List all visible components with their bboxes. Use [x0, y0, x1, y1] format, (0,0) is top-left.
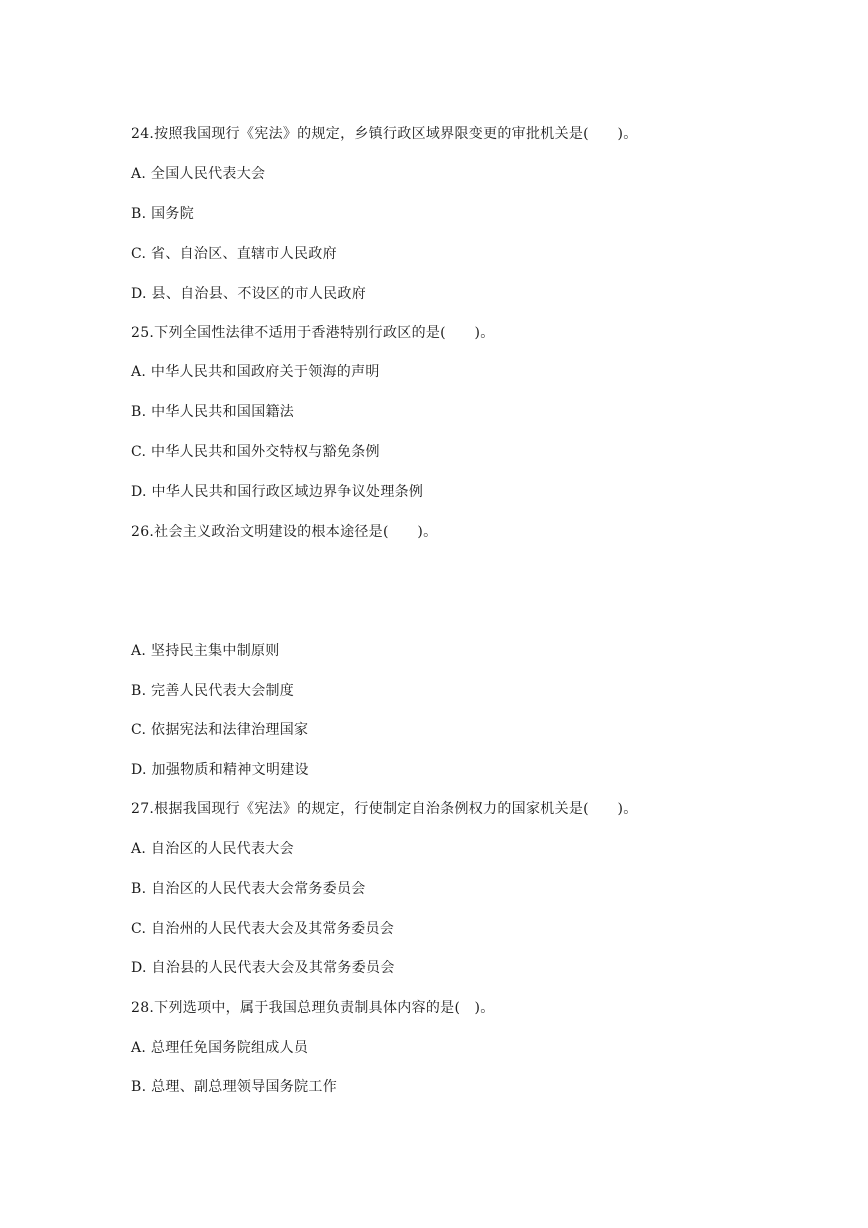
question-27-option-c: C. 自治州的人民代表大会及其常务委员会: [131, 921, 395, 937]
question-24-option-a: A. 全国人民代表大会: [131, 166, 266, 182]
question-26-option-b: B. 完善人民代表大会制度: [131, 683, 295, 699]
question-24-option-d: D. 县、自治县、不设区的市人民政府: [131, 286, 367, 302]
question-24-stem: 24.按照我国现行《宪法》的规定，乡镇行政区域界限变更的审批机关是( )。: [131, 126, 638, 142]
question-28-option-a: A. 总理任免国务院组成人员: [131, 1040, 309, 1056]
question-25-stem: 25.下列全国性法律不适用于香港特别行政区的是( )。: [131, 325, 495, 341]
question-27-option-a: A. 自治区的人民代表大会: [131, 841, 294, 857]
question-24-option-c: C. 省、自治区、直辖市人民政府: [131, 246, 337, 262]
question-25-option-c: C. 中华人民共和国外交特权与豁免条例: [131, 444, 380, 460]
question-25-option-b: B. 中华人民共和国国籍法: [131, 404, 295, 420]
question-26-option-c: C. 依据宪法和法律治理国家: [131, 722, 309, 738]
question-25-option-a: A. 中华人民共和国政府关于领海的声明: [131, 364, 380, 380]
question-27-option-d: D. 自治县的人民代表大会及其常务委员会: [131, 960, 395, 976]
question-26-option-d: D. 加强物质和精神文明建设: [131, 762, 309, 778]
question-26-option-a: A. 坚持民主集中制原则: [131, 643, 280, 659]
question-25-option-d: D. 中华人民共和国行政区域边界争议处理条例: [131, 484, 424, 500]
question-28-stem: 28.下列选项中，属于我国总理负责制具体内容的是( )。: [131, 1000, 495, 1016]
question-28-option-b: B. 总理、副总理领导国务院工作: [131, 1079, 337, 1095]
question-26-stem: 26.社会主义政治文明建设的根本途径是( )。: [131, 524, 438, 540]
question-24-option-b: B. 国务院: [131, 206, 194, 222]
question-27-stem: 27.根据我国现行《宪法》的规定，行使制定自治条例权力的国家机关是( )。: [131, 801, 638, 817]
question-27-option-b: B. 自治区的人民代表大会常务委员会: [131, 881, 366, 897]
